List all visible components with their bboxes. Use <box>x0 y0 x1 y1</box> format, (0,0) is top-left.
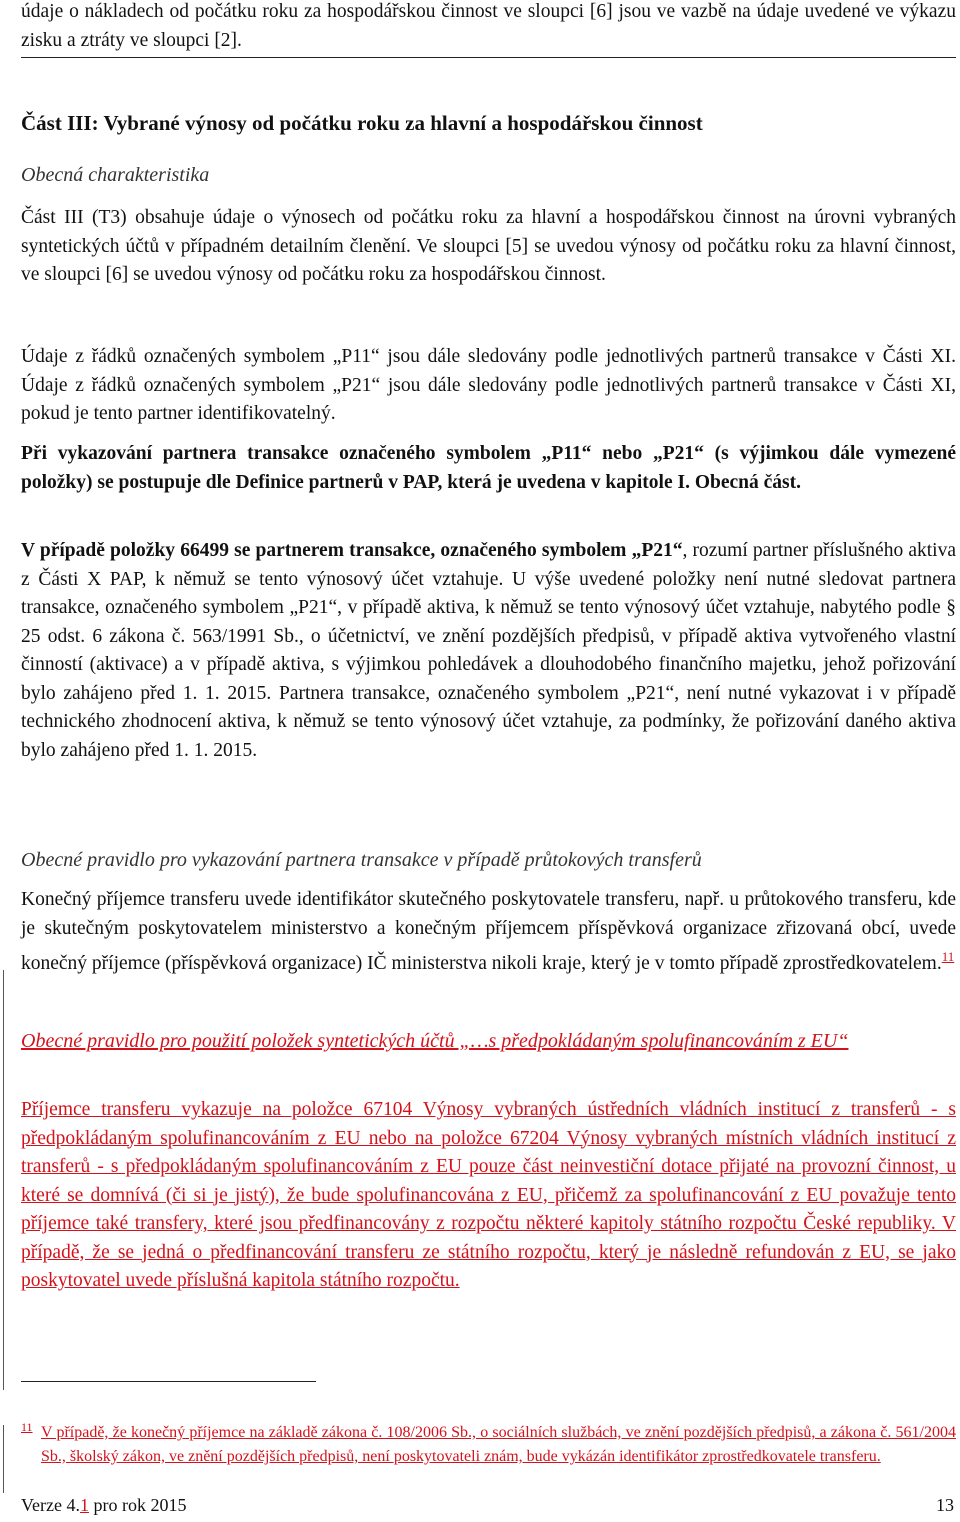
part3-paragraph-4 <box>21 537 956 765</box>
revision-bar <box>3 970 4 1390</box>
part3-paragraph-3: Při vykazování partnera transakce označeného symbolem „P11“ nebo „P21“ (s výjimkou dále vymezené položky) se postupuje dle Definice partnerů v PAP, která je uvedena v kapitole I. Obecná část. <box>21 443 956 493</box>
footnote-separator <box>21 1381 316 1382</box>
transfer-rule-heading: Obecné pravidlo pro vykazování partnera transakce v případě průtokových transferů <box>21 849 702 871</box>
part3-paragraph-2: Údaje z řádků označených symbolem „P11“ jsou dále sledovány podle jednotlivých partnerů transakce v Části XI. Údaje z řádků označených symbolem „P21“ jsou dále sledovány podle jednotlivých partnerů transakce v Části XI, pokud je tento partner identifikovatelný. <box>21 346 956 424</box>
page-number: 13 <box>936 1495 954 1515</box>
transfer-rule-paragraph <box>21 886 956 979</box>
item-66499-lead: V případě položky 66499 se partnerem transakce, označeného symbolem „P21“ <box>21 540 683 561</box>
top-paragraph: údaje o nákladech od počátku roku za hospodářskou činnost ve sloupci [6] jsou ve vazbě na údaje uvedené ve výkazu zisku a ztráty ve sloupci [2]. <box>21 1 956 51</box>
part3-subheading: Obecná charakteristika <box>21 164 210 186</box>
part3-paragraph-1 <box>21 204 956 290</box>
part3-paragraph-1-b: Ve sloupci [5] se uvedou výnosy od počátku roku za hlavní činnost, ve sloupci [6] se uvedou výnosy od počátku roku za hospodářskou činnost. <box>21 235 956 285</box>
footnote-text: V případě, že konečný příjemce na základě zákona č. 108/2006 Sb., o sociálních službách, ve znění pozdějších předpisů, a zákona č. 561/2004 Sb., školský zákon, ve znění pozdějších předpisů, není poskytovateli znám, bude vykázán identifikátor zprostředkovatele transferu. <box>41 1424 956 1465</box>
eu-rule-paragraph: Příjemce transferu vykazuje na položce 67104 Výnosy vybraných ústředních vládních institucí z transferů - s předpokládaným spolufinancováním z EU nebo na položce 67204 Výnosy vybraných místních vládních institucí z transferů - s předpokládaným spolufinancováním z EU pouze část neinvestiční dotace přijaté na provozní činnost, u které se domnívá (či si je jistý), že bude spolufinancována z EU, přičemž za spolufinancování z EU považuje tento příjemce také transfery, které jsou předfinancovány z rozpočtu některé kapitoly státního rozpočtu České republiky. V případě, že se jedná o předfinancování transferu ze státního rozpočtu, který je následně refundován z EU, se jako poskytovatel uvede příslušná kapitola státního rozpočtu. <box>21 1099 956 1291</box>
footnote-reference[interactable]: 11 <box>941 949 955 964</box>
page-footer <box>21 1493 956 1517</box>
revision-bar-footnote <box>3 1425 4 1493</box>
transfer-rule-text: Konečný příjemce transferu uvede identifikátor skutečného poskytovatele transferu, např. u průtokového transferu, kde je skutečným poskytovatelem ministerstvo a konečným příjemcem příspěvková organizace zřizovaná obcí, uvede konečný příjemce (příspěvková organizace) IČ ministerstva nikoli kraje, který je v tomto případě zprostředkovatelem. <box>21 889 956 974</box>
part3-heading: Část III: Vybrané výnosy od počátku roku za hlavní a hospodářskou činnost <box>21 111 703 135</box>
eu-rule-heading: Obecné pravidlo pro použití položek syntetických účtů „…s předpokládaným spolufinancováním z EU“ <box>21 1030 849 1052</box>
header-divider <box>21 57 956 58</box>
part3-paragraph-1-a: Část III (T3) obsahuje údaje o výnosech od počátku roku za hlavní a hospodářskou činnost na úrovni vybraných syntetických účtů v případném detailním členění. <box>21 207 956 257</box>
footnote-number: 11 <box>21 1420 33 1434</box>
item-66499-rest: , rozumí partner příslušného aktiva z Části X PAP, k němuž se tento výnosový účet vztahuje. U výše uvedené položky není nutné sledovat partnera transakce, označeného symbolem „P21“, v případě aktiva, k němuž se tento výnosový účet vztahuje, nabytého podle § 25 odst. 6 zákona č. 563/1991 Sb., o účetnictví, ve znění pozdějších předpisů, v případě aktiva vytvořeného vlastní činností (aktivace) a v případě aktiva, s výjimkou pohledávek a dlouhodobého finančního majetku, jehož pořizování bylo zahájeno před 1. 1. 2015. Partnera transakce, označeného symbolem „P21“, není nutné vykazovat i v případě technického zhodnocení aktiva, k němuž se tento výnosový účet vztahuje, za podmínky, že pořizování daného aktiva bylo zahájeno před 1. 1. 2015. <box>21 540 956 761</box>
footer-version: Verze 4.1 pro rok 2015 <box>21 1495 187 1515</box>
